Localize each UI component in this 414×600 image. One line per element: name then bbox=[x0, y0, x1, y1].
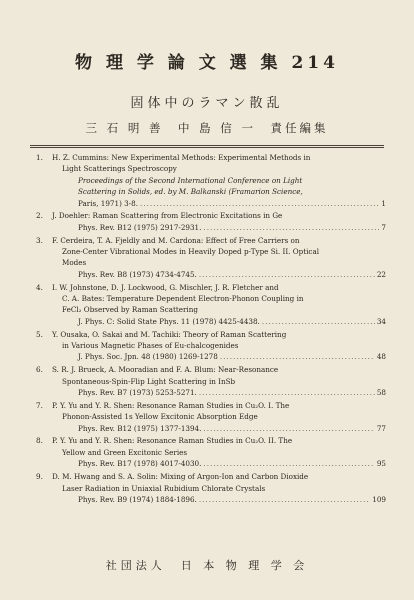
entry-page-number: 48 bbox=[376, 352, 386, 362]
toc-entry bbox=[30, 364, 386, 398]
entry-title-line: Phonon-Assisted 1s Yellow Excitonic Absorption Edge bbox=[62, 412, 258, 422]
entry-title-line: J. Doehler: Raman Scattering from Electronic Excitations in Ge bbox=[52, 211, 283, 221]
entry-source-line: Proceedings of the Second International Conference on Light bbox=[78, 175, 303, 185]
toc-entry bbox=[30, 210, 386, 233]
entry-title-line: Laser Radiation in Uniaxial Rubidium Chlorate Crystals bbox=[62, 483, 266, 493]
toc-entry bbox=[30, 282, 386, 328]
volume-title: 固体中のラマン散乱 bbox=[130, 96, 284, 111]
header-rule-double bbox=[30, 147, 384, 148]
toc-entry bbox=[30, 471, 386, 505]
entry-number: 3. bbox=[36, 235, 43, 245]
entry-title-line: Yellow and Green Excitonic Series bbox=[62, 447, 188, 457]
entry-page-number: 1 bbox=[381, 198, 386, 208]
dot-leader bbox=[199, 494, 370, 505]
entry-page-number: 34 bbox=[376, 316, 386, 326]
entry-number: 2. bbox=[36, 211, 43, 221]
entry-page-number: 58 bbox=[376, 388, 386, 398]
editors-line: 三 石 明 善 中 島 信 一 責任編集 bbox=[85, 121, 329, 135]
dot-leader bbox=[203, 222, 379, 233]
toc-entry bbox=[30, 400, 386, 434]
entry-title-line: F. Cerdeira, T. A. Fjeldly and M. Cardona: Effect of Free Carriers on bbox=[52, 235, 300, 245]
toc-entry bbox=[30, 435, 386, 469]
dot-leader bbox=[203, 423, 374, 434]
entry-reference bbox=[30, 458, 386, 469]
entry-reference bbox=[30, 387, 386, 398]
entry-number: 9. bbox=[36, 472, 43, 482]
entry-title-line: in Various Magnetic Phases of Eu-chalcogenides bbox=[62, 341, 239, 351]
dot-leader bbox=[203, 458, 374, 469]
entry-citation: Phys. Rev. B12 (1975) 1377-1394. bbox=[78, 423, 202, 433]
entry-citation: Phys. Rev. B8 (1973) 4734-4745. bbox=[78, 269, 197, 279]
entry-citation: Phys. Rev. B12 (1975) 2917-2931. bbox=[78, 222, 202, 232]
entry-citation: Phys. Rev. B17 (1978) 4017-4030. bbox=[78, 459, 202, 469]
toc-entry bbox=[30, 152, 386, 209]
entry-number: 5. bbox=[36, 329, 43, 339]
entry-reference bbox=[30, 494, 386, 505]
entry-citation: Paris, 1971) 3-8. bbox=[78, 198, 139, 208]
entry-page-number: 7 bbox=[381, 222, 386, 232]
entry-page-number: 77 bbox=[376, 423, 386, 433]
entry-title-line: Modes bbox=[62, 258, 87, 268]
entry-title-line: H. Z. Cummins: New Experimental Methods: Experimental Methods in bbox=[52, 153, 311, 162]
entry-citation: Phys. Rev. B9 (1974) 1884-1896. bbox=[78, 494, 197, 504]
entry-citation: J. Phys. Soc. Jpn. 48 (1980) 1269-1278 bbox=[78, 352, 218, 362]
dot-leader bbox=[140, 198, 379, 209]
entry-reference bbox=[30, 269, 386, 280]
table-of-contents bbox=[30, 152, 386, 507]
dot-leader bbox=[199, 387, 375, 398]
entry-page-number: 109 bbox=[372, 494, 386, 504]
entry-title-line: D. M. Hwang and S. A. Solin: Mixing of Argon-Ion and Carbon Dioxide bbox=[52, 472, 309, 482]
entry-number: 6. bbox=[36, 365, 43, 375]
entry-citation: J. Phys. C: Solid State Phys. 11 (1978) 4425-4438. bbox=[78, 316, 260, 326]
entry-title-line: C. A. Bates: Temperature Dependent Electron-Phonon Coupling in bbox=[62, 294, 304, 304]
series-title: 物 理 学 論 文 選 集 214 bbox=[75, 53, 339, 73]
entry-title-line: I. W. Johnstone, D. J. Lockwood, G. Mischler, J. R. Fletcher and bbox=[52, 282, 279, 292]
header-rule bbox=[30, 145, 384, 146]
toc-entry bbox=[30, 235, 386, 281]
entry-title-line: P. Y. Yu and Y. R. Shen: Resonance Raman Studies in Cu₂O. II. The bbox=[52, 436, 293, 446]
dot-leader bbox=[220, 351, 375, 362]
entry-page-number: 95 bbox=[376, 459, 386, 469]
dot-leader bbox=[262, 316, 375, 327]
entry-reference bbox=[30, 222, 386, 233]
entry-number: 8. bbox=[36, 436, 43, 446]
entry-title-line: S. R. J. Brueck, A. Mooradian and F. A. Blum: Near-Resonance bbox=[52, 365, 279, 375]
entry-reference bbox=[30, 198, 386, 209]
entry-title-line: Y. Ousaka, O. Sakai and M. Tachiki: Theory of Raman Scattering bbox=[52, 329, 287, 339]
entry-title-line: P. Y. Yu and Y. R. Shen: Resonance Raman Studies in Cu₂O. I. The bbox=[52, 400, 290, 410]
dot-leader bbox=[199, 269, 375, 280]
entry-title-line: Light Scatterings Spectroscopy bbox=[62, 164, 177, 174]
entry-number: 7. bbox=[36, 400, 43, 410]
entry-page-number: 22 bbox=[376, 269, 386, 279]
publisher: 社団法人 日 本 物 理 学 会 bbox=[105, 559, 309, 572]
entry-citation: Phys. Rev. B7 (1973) 5253-5271. bbox=[78, 388, 197, 398]
entry-number: 4. bbox=[36, 282, 43, 292]
toc-entry bbox=[30, 329, 386, 363]
entry-reference bbox=[30, 423, 386, 434]
entry-title-line: FeCl₂ Observed by Raman Scattering bbox=[62, 305, 198, 315]
entry-reference bbox=[30, 351, 386, 362]
entry-title-line: Spontaneous-Spin-Flip Light Scattering in InSb bbox=[62, 376, 236, 386]
entry-number: 1. bbox=[36, 153, 43, 162]
entry-reference bbox=[30, 316, 386, 327]
entry-title-line: Zone-Center Vibrational Modes in Heavily Doped p-Type Si. II. Optical bbox=[62, 247, 320, 257]
entry-source-line: Scattering in Solids, ed. by M. Balkanski (Framarion Science, bbox=[78, 187, 303, 197]
